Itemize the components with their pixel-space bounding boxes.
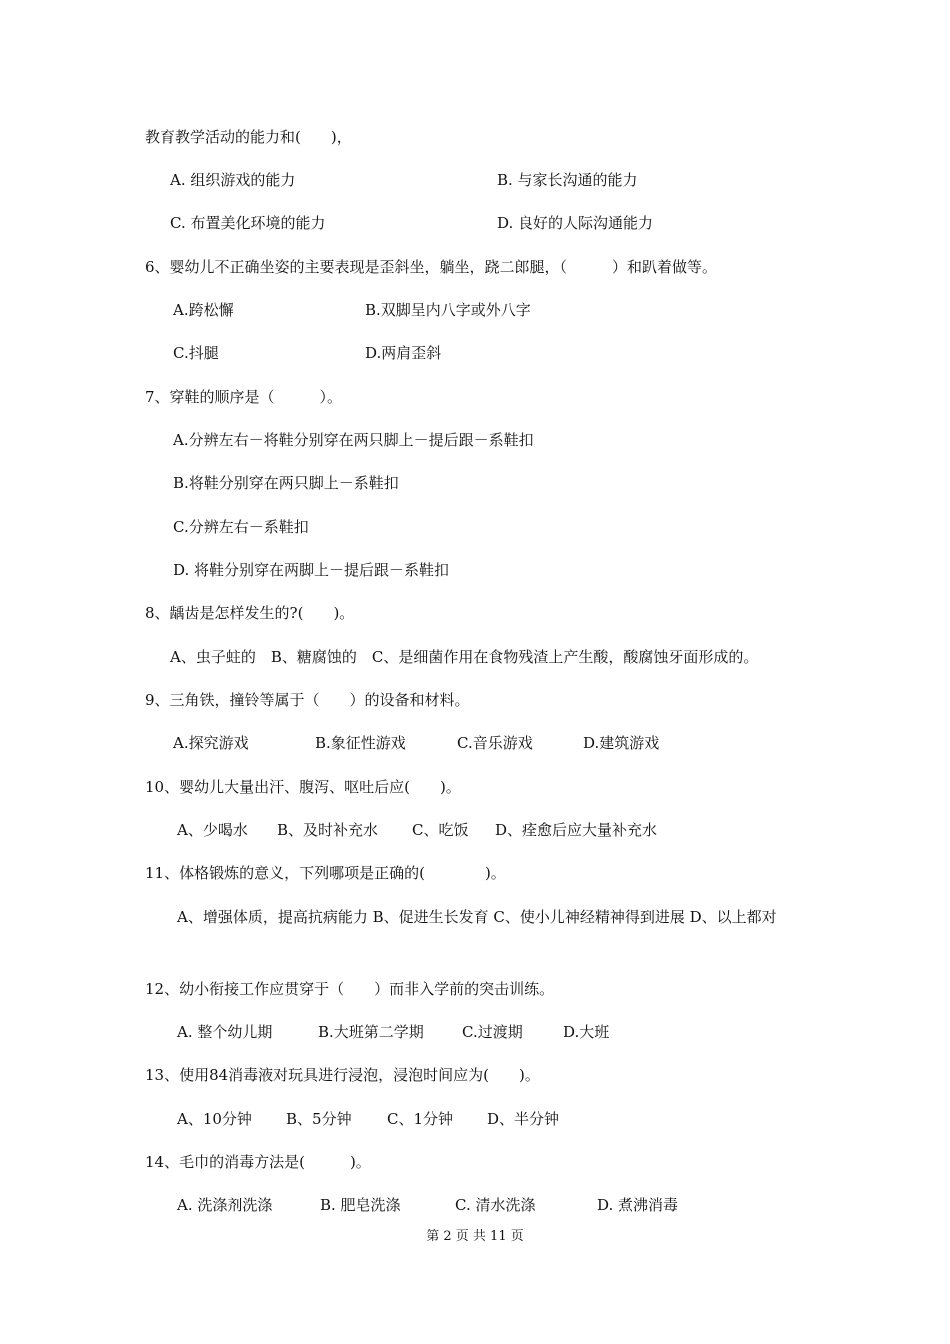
option-a: A. 整个幼儿期 [177,1023,273,1041]
option-c: C.音乐游戏 [457,734,533,752]
question-6: 6、婴幼儿不正确坐姿的主要表现是歪斜坐，躺坐，跷二郎腿，（ ）和趴着做等。 [145,258,718,276]
option-c: C. 清水洗涤 [455,1196,536,1214]
question-8: 8、龋齿是怎样发生的?( )。 [145,604,355,622]
question-7: 7、穿鞋的顺序是（ ）。 [145,388,343,406]
option-c: C.抖腿 [173,344,219,362]
question-13: 13、使用84消毒液对玩具进行浸泡，浸泡时间应为( )。 [145,1066,540,1084]
option-c: C、吃饭 [412,821,469,839]
option-a: A. 洗涤剂洗涤 [177,1196,273,1214]
option-a: A、少喝水 [177,821,248,839]
question-8-options: A、虫子蛀的 B、糖腐蚀的 C、是细菌作用在食物残渣上产生酸，酸腐蚀牙面形成的。 [170,648,759,666]
option-c: C.分辨左右－系鞋扣 [173,518,309,536]
option-b: B.双脚呈内八字或外八字 [365,301,531,319]
option-a: A. 组织游戏的能力 [170,171,296,189]
option-a: A.分辨左右－将鞋分别穿在两只脚上－提后跟－系鞋扣 [173,431,534,449]
question-11-options: A、增强体质，提高抗病能力 B、促进生长发育 C、使小儿神经精神得到进展 D、以上都对 [177,908,777,926]
option-a: A.跨松懈 [173,301,234,319]
option-b: B.象征性游戏 [315,734,406,752]
option-b: B.将鞋分别穿在两只脚上－系鞋扣 [173,474,399,492]
option-d: D.建筑游戏 [583,734,660,752]
option-b: B.大班第二学期 [318,1023,424,1041]
question-9: 9、三角铁，撞铃等属于（ ）的设备和材料。 [145,691,470,709]
option-b: B. 与家长沟通的能力 [497,171,638,189]
question-12: 12、幼小衔接工作应贯穿于（ ）而非入学前的突击训练。 [145,980,555,998]
option-d: D. 煮沸消毒 [597,1196,679,1214]
option-b: B、及时补充水 [277,821,379,839]
question-continuation: 教育教学活动的能力和( )， [145,128,352,146]
question-14: 14、毛巾的消毒方法是( )。 [145,1153,371,1171]
option-d: D.大班 [563,1023,610,1041]
option-c: C.过渡期 [462,1023,523,1041]
question-11: 11、体格锻炼的意义，下列哪项是正确的( )。 [145,864,506,882]
option-d: D. 良好的人际沟通能力 [497,214,654,232]
option-d: D.两肩歪斜 [365,344,442,362]
option-a: A、10分钟 [177,1110,252,1128]
option-c: C、1分钟 [387,1110,454,1128]
page-footer: 第 2 页 共 11 页 [426,1229,524,1244]
option-b: B、5分钟 [286,1110,352,1128]
option-a: A.探究游戏 [173,734,249,752]
option-d: D. 将鞋分别穿在两脚上－提后跟－系鞋扣 [173,561,450,579]
option-d: D、痊愈后应大量补充水 [495,821,658,839]
option-d: D、半分钟 [487,1110,560,1128]
question-10: 10、婴幼儿大量出汗、腹泻、呕吐后应( )。 [145,778,461,796]
option-c: C. 布置美化环境的能力 [170,214,326,232]
option-b: B. 肥皂洗涤 [320,1196,401,1214]
